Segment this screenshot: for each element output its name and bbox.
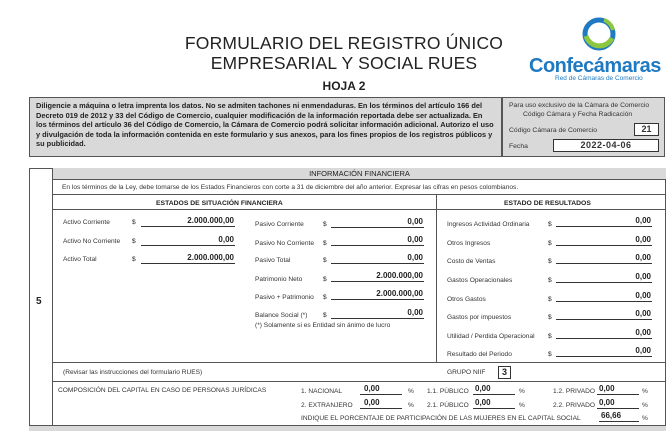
office-date-value: 2022-04-06	[553, 139, 659, 152]
currency-symbol: $	[548, 351, 552, 358]
percent-sign: %	[519, 402, 525, 409]
pasivo-total-value[interactable]: 0,00	[331, 253, 424, 264]
nacional-label: 1. NACIONAL	[301, 388, 343, 395]
privado-2-label: 2.2. PRIVADO	[553, 402, 596, 409]
office-line1: Para uso exclusivo de la Cámara de Comercio	[509, 102, 650, 109]
grupo-niif-value[interactable]: 3	[498, 366, 511, 379]
currency-symbol: $	[132, 256, 136, 263]
utilidad-value[interactable]: 0,00	[556, 328, 652, 339]
column-divider	[436, 194, 437, 362]
situacion-header: ESTADOS DE SITUACIÓN FINANCIERA	[156, 200, 283, 207]
gastos-impuestos-value[interactable]: 0,00	[556, 309, 652, 320]
currency-symbol: $	[323, 312, 327, 319]
currency-symbol: $	[548, 333, 552, 340]
composicion-label: COMPOSICIÓN DEL CAPITAL EN CASO DE PERSONAS JURÍDICAS	[58, 387, 267, 394]
mujeres-value[interactable]: 66,66	[599, 411, 639, 422]
currency-symbol: $	[323, 221, 327, 228]
office-code-label: Código Cámara de Comercio	[509, 127, 598, 134]
balance-social-note: (*) Solamente si es Entidad sin ánimo de lucro	[255, 322, 391, 329]
resultado-periodo-label: Resultado del Periodo	[447, 351, 512, 358]
divider	[53, 381, 666, 382]
sheet-label: HOJA 2	[322, 79, 366, 93]
office-line2: Código Cámara y Fecha Radicación	[523, 111, 633, 118]
privado-2-value[interactable]: 0,00	[597, 398, 639, 409]
currency-symbol: $	[132, 238, 136, 245]
currency-symbol: $	[548, 277, 552, 284]
section-title: INFORMACIÓN FINANCIERA	[53, 168, 666, 180]
gastos-operacionales-label: Gastos Operacionales	[447, 277, 513, 284]
currency-symbol: $	[548, 296, 552, 303]
currency-symbol: $	[548, 221, 552, 228]
pasivo-no-corriente-value[interactable]: 0,00	[331, 235, 424, 246]
currency-symbol: $	[132, 219, 136, 226]
balance-social-label: Balance Social (*)	[255, 312, 308, 319]
instructions-box: Diligencie a máquina o letra imprenta los datos. No se admiten tachones ni enmendaduras. En los términos del artículo 166 del Decreto 019 de 2012 y 33 del Código de Comercio, cualquier modificación de la información reportada debe ser actualizada. En los términos del artículo 36 del Código de Comercio, la Cámara de Comercio podrá solicitar información adicional. Autorizo el uso y divulgación de toda la información contenida en este formulario y sus anexos, para los fines propios de los registros públicos y su publicidad.	[29, 97, 502, 157]
form-title-line1: FORMULARIO DEL REGISTRO ÚNICO	[184, 33, 504, 53]
divider	[53, 209, 666, 210]
gastos-impuestos-label: Gastos por impuestos	[447, 314, 512, 321]
otros-gastos-value[interactable]: 0,00	[556, 291, 652, 302]
divider	[53, 194, 666, 195]
percent-sign: %	[408, 402, 414, 409]
logo-subtitle: Red de Cámaras de Comercio	[555, 75, 643, 82]
currency-symbol: $	[323, 240, 327, 247]
office-date-label: Fecha	[509, 143, 528, 150]
resultado-periodo-value[interactable]: 0,00	[556, 346, 652, 357]
currency-symbol: $	[548, 240, 552, 247]
otros-gastos-label: Otros Gastos	[447, 296, 486, 303]
percent-sign: %	[408, 388, 414, 395]
grupo-niif-label: GRUPO NIIF	[447, 369, 486, 376]
publico-1-value[interactable]: 0,00	[473, 384, 515, 395]
publico-2-label: 2.1. PÚBLICO	[427, 402, 469, 409]
percent-sign: %	[642, 402, 648, 409]
utilidad-label: Utilidad / Perdida Operacional	[447, 333, 535, 340]
pasivo-patrimonio-value[interactable]: 2.000.000,00	[331, 289, 424, 300]
pasivo-corriente-label: Pasivo Corriente	[255, 221, 304, 228]
section-number: 5	[36, 296, 42, 307]
publico-2-value[interactable]: 0,00	[473, 398, 515, 409]
activo-total-label: Activo Total	[63, 256, 97, 263]
ingresos-ordinaria-value[interactable]: 0,00	[556, 216, 652, 227]
extranjero-value[interactable]: 0,00	[360, 398, 402, 409]
activo-no-corriente-value[interactable]: 0,00	[141, 235, 235, 246]
activo-corriente-label: Activo Corriente	[63, 219, 110, 226]
patrimonio-neto-value[interactable]: 2.000.000,00	[331, 271, 424, 282]
logo-swirl-icon	[580, 14, 618, 54]
nacional-value[interactable]: 0,00	[360, 384, 402, 395]
revisar-note: (Revisar las instrucciones del formulario RUES)	[63, 369, 203, 376]
patrimonio-neto-label: Patrimonio Neto	[255, 276, 303, 283]
office-use-box	[502, 97, 665, 157]
extranjero-label: 2. EXTRANJERO	[301, 402, 353, 409]
logo-text: Confecámaras	[529, 55, 661, 77]
activo-corriente-value[interactable]: 2.000.000,00	[141, 216, 235, 227]
pasivo-corriente-value[interactable]: 0,00	[331, 217, 424, 228]
percent-sign: %	[519, 388, 525, 395]
mujeres-label: INDIQUE EL PORCENTAJE DE PARTICIPACIÓN DE LAS MUJERES EN EL CAPITAL SOCIAL	[301, 415, 581, 422]
percent-sign: %	[642, 388, 648, 395]
activo-total-value[interactable]: 2.000.000,00	[141, 253, 235, 264]
currency-symbol: $	[548, 258, 552, 265]
otros-ingresos-label: Otros Ingresos	[447, 240, 491, 247]
section-note: En los términos de la Ley, debe tomarse de los Estados Financieros con corte a 31 de diciembre del año anterior. Expresar las cifras en pesos colombianos.	[62, 184, 519, 191]
pasivo-no-corriente-label: Pasivo No Corriente	[255, 240, 315, 247]
otros-ingresos-value[interactable]: 0,00	[556, 235, 652, 246]
resultados-header: ESTADO DE RESULTADOS	[504, 200, 591, 207]
activo-no-corriente-label: Activo No Corriente	[63, 238, 121, 245]
currency-symbol: $	[323, 257, 327, 264]
pasivo-total-label: Pasivo Total	[255, 257, 291, 264]
currency-symbol: $	[548, 314, 552, 321]
costo-ventas-value[interactable]: 0,00	[556, 253, 652, 264]
balance-social-value[interactable]: 0,00	[331, 308, 424, 319]
currency-symbol: $	[323, 276, 327, 283]
office-code-value: 21	[634, 123, 659, 136]
ingresos-ordinaria-label: Ingresos Actividad Ordinaria	[447, 221, 530, 228]
publico-1-label: 1.1. PÚBLICO	[427, 388, 469, 395]
divider	[53, 362, 666, 363]
gastos-operacionales-value[interactable]: 0,00	[556, 272, 652, 283]
form-title-line2: EMPRESARIAL Y SOCIAL RUES	[210, 53, 478, 73]
currency-symbol: $	[323, 294, 327, 301]
next-section-band	[29, 425, 666, 431]
privado-1-value[interactable]: 0,00	[597, 384, 639, 395]
costo-ventas-label: Costo de Ventas	[447, 258, 496, 265]
confecamaras-logo	[580, 14, 618, 54]
percent-sign: %	[642, 415, 648, 422]
pasivo-patrimonio-label: Pasivo + Patrimonio	[255, 294, 314, 301]
privado-1-label: 1.2. PRIVADO	[553, 388, 596, 395]
